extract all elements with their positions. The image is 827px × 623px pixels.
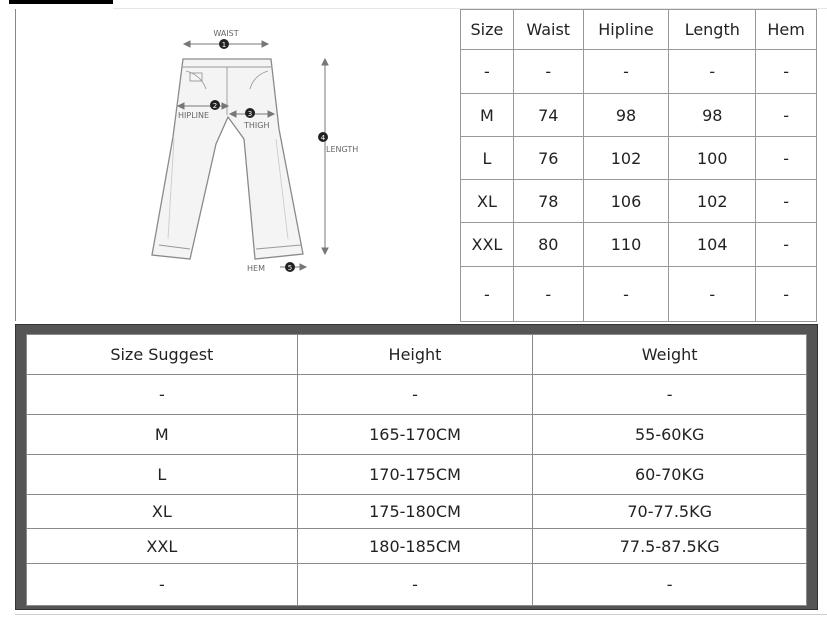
table-row	[461, 267, 817, 322]
table-cell: 78	[513, 180, 583, 223]
table-cell: 70-77.5KG	[533, 495, 807, 529]
table-cell: -	[27, 375, 298, 415]
header-height: Height	[297, 335, 533, 375]
table-cell: -	[297, 564, 533, 606]
table-cell: 165-170CM	[297, 415, 533, 455]
table-cell: 77.5-87.5KG	[533, 529, 807, 564]
table-cell: -	[461, 50, 514, 94]
size-suggest-table	[26, 334, 807, 606]
table-cell: XL	[461, 180, 514, 223]
waist-label: WAIST	[213, 29, 239, 38]
pants-outline	[152, 59, 303, 259]
table-row	[461, 180, 817, 223]
table-cell: -	[297, 375, 533, 415]
table-row	[461, 137, 817, 180]
header-size: Size	[461, 10, 514, 50]
table-cell: -	[583, 50, 669, 94]
table-cell: 98	[669, 94, 756, 137]
table-row	[27, 564, 807, 606]
table-cell: -	[533, 375, 807, 415]
top-dark-bar	[9, 0, 113, 4]
table-row	[27, 529, 807, 564]
thigh-label: THIGH	[244, 121, 270, 130]
table-cell: -	[756, 137, 817, 180]
table-row	[27, 495, 807, 529]
table-header-row	[27, 335, 807, 375]
table-cell: 60-70KG	[533, 455, 807, 495]
table-row	[461, 50, 817, 94]
marker-4-number: 4	[320, 134, 326, 142]
table-cell: -	[756, 94, 817, 137]
table-cell: 76	[513, 137, 583, 180]
table-row	[461, 94, 817, 137]
header-hem: Hem	[756, 10, 817, 50]
table-cell: 106	[583, 180, 669, 223]
header-waist: Waist	[513, 10, 583, 50]
table-cell: -	[756, 223, 817, 267]
table-cell: -	[669, 50, 756, 94]
hem-label: HEM	[247, 264, 265, 273]
length-label: LENGTH	[326, 145, 359, 154]
table-cell: M	[461, 94, 514, 137]
table-cell: -	[583, 267, 669, 322]
marker-3-number: 3	[247, 110, 253, 118]
table-row	[27, 375, 807, 415]
table-cell: -	[27, 564, 298, 606]
table-row	[27, 415, 807, 455]
marker-5-number: 5	[287, 264, 293, 272]
table-cell: -	[756, 267, 817, 322]
bottom-divider	[15, 614, 827, 615]
header-length: Length	[669, 10, 756, 50]
size-measurement-table	[460, 9, 817, 322]
header-hipline: Hipline	[583, 10, 669, 50]
table-cell: 170-175CM	[297, 455, 533, 495]
table-cell: 55-60KG	[533, 415, 807, 455]
table-cell: XL	[27, 495, 298, 529]
hipline-label: HIPLINE	[178, 111, 210, 120]
table-cell: -	[756, 180, 817, 223]
marker-1-number: 1	[221, 41, 227, 49]
table-cell: L	[461, 137, 514, 180]
table-cell: 104	[669, 223, 756, 267]
table-cell: -	[461, 267, 514, 322]
table-cell: 80	[513, 223, 583, 267]
table-cell: XXL	[27, 529, 298, 564]
table-cell: XXL	[461, 223, 514, 267]
table-cell: 102	[669, 180, 756, 223]
table-cell: -	[513, 50, 583, 94]
table-cell: 74	[513, 94, 583, 137]
table-row	[27, 455, 807, 495]
table-cell: 100	[669, 137, 756, 180]
table-cell: L	[27, 455, 298, 495]
header-weight: Weight	[533, 335, 807, 375]
table-cell: -	[669, 267, 756, 322]
table-cell: -	[513, 267, 583, 322]
header-size-suggest: Size Suggest	[27, 335, 298, 375]
table-cell: 98	[583, 94, 669, 137]
table-cell: 102	[583, 137, 669, 180]
pants-measurement-diagram	[16, 9, 460, 321]
table-cell: 175-180CM	[297, 495, 533, 529]
table-cell: -	[533, 564, 807, 606]
table-cell: 110	[583, 223, 669, 267]
table-row	[461, 223, 817, 267]
table-header-row	[461, 10, 817, 50]
table-cell: 180-185CM	[297, 529, 533, 564]
table-cell: -	[756, 50, 817, 94]
marker-2-number: 2	[212, 102, 218, 110]
table-cell: M	[27, 415, 298, 455]
